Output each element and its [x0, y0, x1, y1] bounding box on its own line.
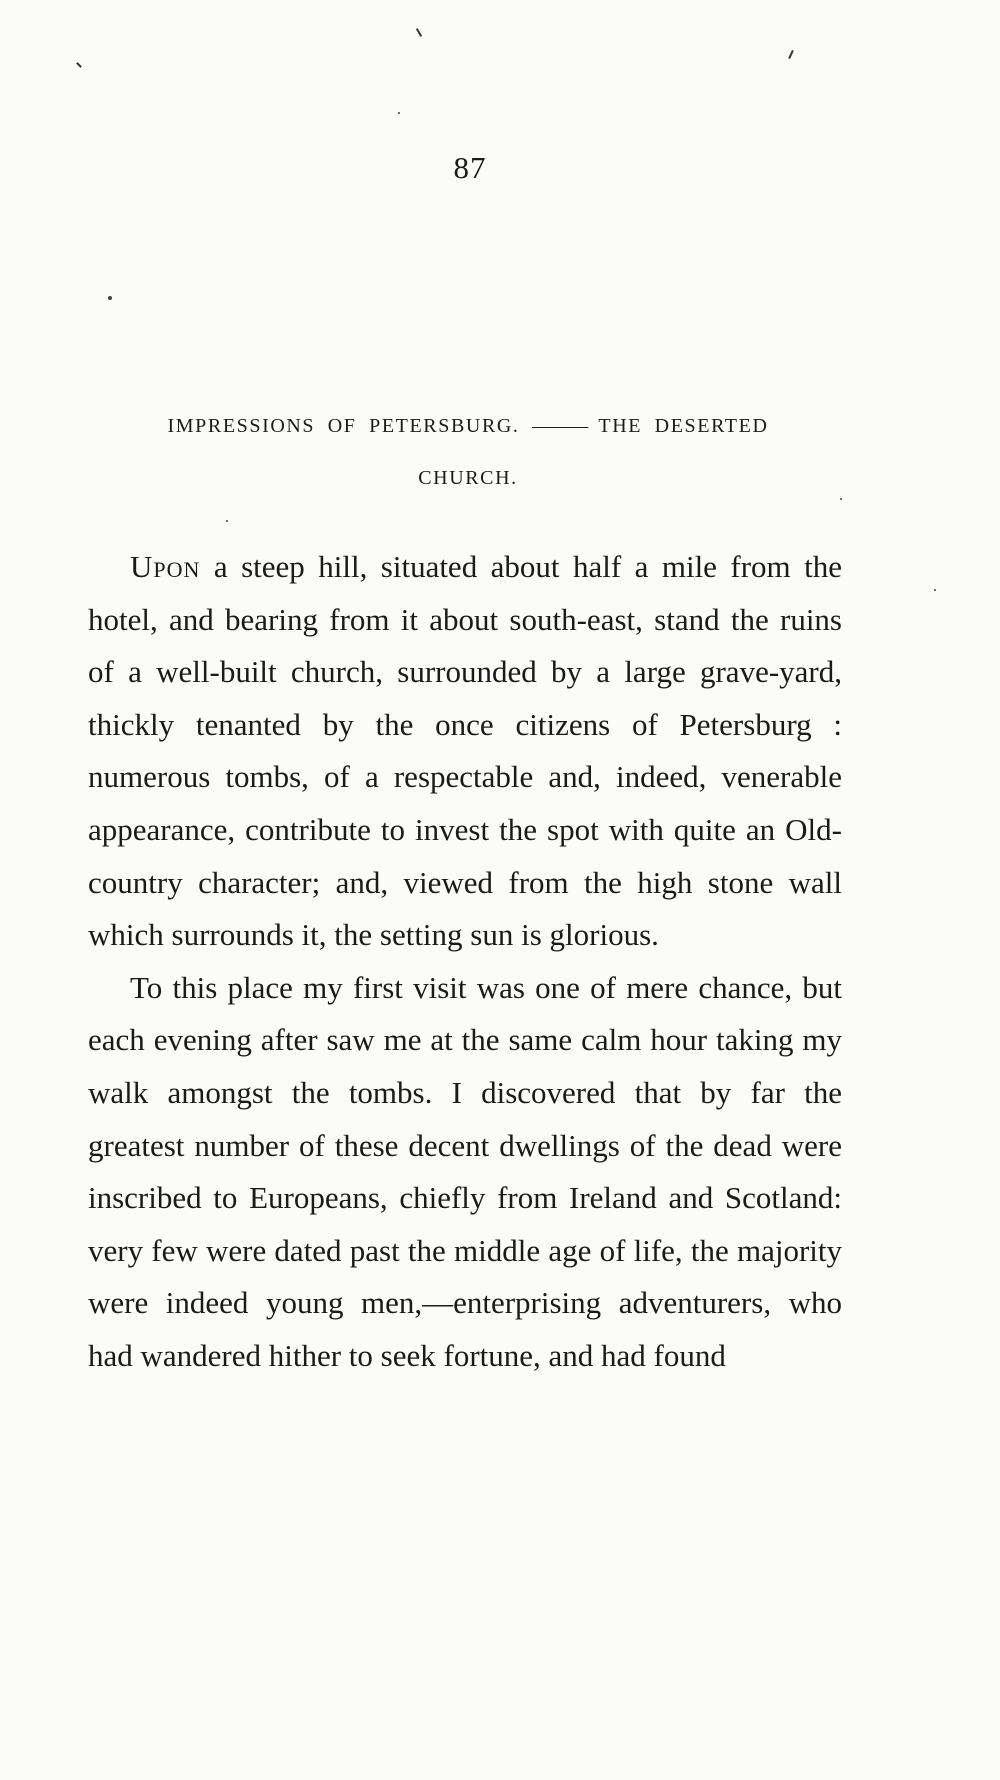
- page-number: 87: [453, 150, 487, 185]
- scan-mark: [788, 50, 794, 59]
- paragraph-text: a steep hill, situated about half a mile from the hotel, and bearing from it about south-east, stand the ruins of a well-built church, surrounded by a large grave-yard, thickly tenanted by the once citizens of Petersburg : numerous tombs, of a respectable and, indeed, venerable appearance, contribute to invest the spot with quite an Old-country character; and, viewed from the high stone wall which surrounds it, the setting sun is glorious.: [88, 549, 842, 953]
- paragraph-lead-word: Upon: [130, 549, 201, 584]
- scan-mark: [76, 62, 82, 68]
- paragraph-text: To this place my first visit was one of mere chance, but each evening after saw me at the same calm hour taking my walk amongst the tombs. I discovered that by far the greatest number of these decent dwellings of the dead were inscribed to Europeans, chiefly from Ireland and Scotland: very few were dated past the middle age of life, the majority were indeed young men,—enterprising adventurers, who had wandered hither to seek fortune, and had found: [88, 969, 842, 1373]
- paragraph: [88, 541, 842, 962]
- chapter-title-dash: ———: [532, 415, 587, 437]
- paragraph: [88, 962, 842, 1383]
- scan-speck: [840, 498, 842, 500]
- chapter-title-line-1-end: THE DESERTED: [598, 415, 769, 437]
- chapter-title-line-2: CHURCH.: [418, 467, 518, 489]
- scan-speck: [398, 112, 400, 114]
- scan-mark: [416, 28, 422, 37]
- scan-speck: [226, 520, 228, 522]
- chapter-title: [110, 400, 826, 504]
- scan-speck: [934, 589, 936, 591]
- scan-speck: [108, 296, 112, 300]
- body-text: [88, 541, 842, 1383]
- chapter-title-line-1: IMPRESSIONS OF PETERSBURG.: [167, 415, 520, 437]
